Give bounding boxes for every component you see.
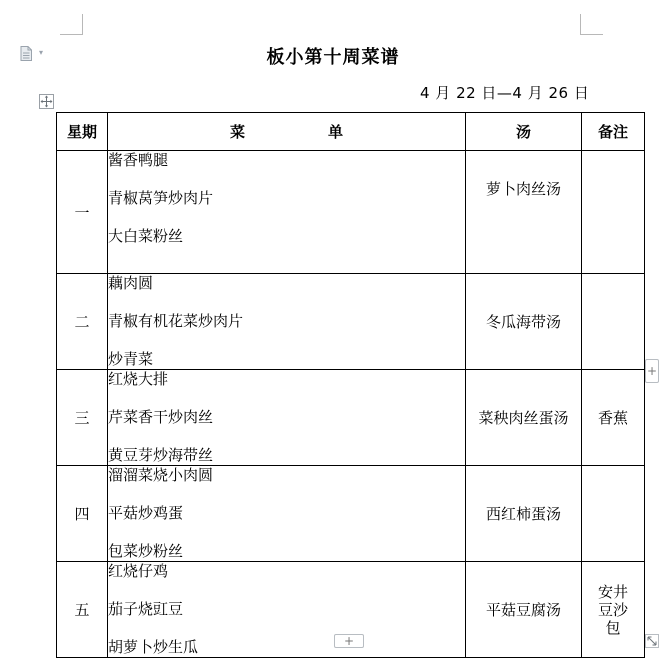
note-cell — [582, 466, 645, 562]
soup-cell: 西红柿蛋汤 — [466, 466, 582, 562]
add-column-button[interactable]: + — [645, 359, 659, 383]
dish-item: 胡萝卜炒生瓜 — [108, 638, 199, 656]
soup-cell: 菜秧肉丝蛋汤 — [466, 370, 582, 466]
note-cell: 香蕉 — [582, 370, 645, 466]
table-row — [57, 274, 645, 370]
dish-item: 红烧大排 — [108, 370, 169, 388]
dish-item: 青椒莴笋炒肉片 — [108, 189, 214, 207]
table-move-handle-icon[interactable] — [39, 94, 54, 109]
note-cell — [582, 274, 645, 370]
header-dishes-label: 菜 单 — [229, 123, 377, 141]
dish-item: 黄豆芽炒海带丝 — [108, 446, 214, 464]
dishes-cell[interactable] — [108, 274, 466, 370]
dish-item: 炒青菜 — [108, 350, 154, 368]
table-resize-handle-icon[interactable] — [645, 634, 659, 648]
soup-cell: 平菇豆腐汤 — [466, 562, 582, 658]
dish-item: 酱香鸭腿 — [108, 151, 169, 169]
table-row — [57, 466, 645, 562]
weekday-cell: 二 — [57, 274, 108, 370]
weekday-cell: 一 — [57, 151, 108, 274]
document-menu-chevron-down-icon[interactable]: ▾ — [39, 48, 44, 57]
document-title: 板小第十周菜谱 — [266, 47, 400, 68]
dishes-cell[interactable] — [108, 562, 466, 658]
table-header-row — [57, 113, 645, 151]
dishes-cell[interactable] — [108, 151, 466, 274]
note-cell — [582, 151, 645, 274]
date-range: 4 月 22 日—4 月 26 日 — [420, 84, 590, 102]
menu-table — [56, 112, 645, 658]
table-row — [57, 151, 645, 274]
header-soup: 汤 — [466, 113, 582, 151]
weekday-cell: 五 — [57, 562, 108, 658]
dishes-cell[interactable] — [108, 466, 466, 562]
dishes-cell[interactable] — [108, 370, 466, 466]
header-note: 备注 — [582, 113, 645, 151]
dish-item: 包菜炒粉丝 — [108, 542, 184, 560]
weekday-cell: 四 — [57, 466, 108, 562]
header-dishes — [108, 113, 466, 151]
dish-item: 平菇炒鸡蛋 — [108, 504, 184, 522]
soup-cell: 萝卜肉丝汤 — [466, 151, 582, 274]
dish-item: 芹菜香干炒肉丝 — [108, 408, 214, 426]
dish-item: 大白菜粉丝 — [108, 227, 184, 245]
note-cell — [582, 562, 645, 658]
page-corner-mark-top-right — [580, 14, 603, 35]
dish-item: 溜溜菜烧小肉圆 — [108, 466, 214, 484]
dish-item: 茄子烧豇豆 — [108, 600, 184, 618]
table-row — [57, 370, 645, 466]
page-corner-mark-top-left — [60, 14, 83, 35]
dish-item: 红烧仔鸡 — [108, 562, 169, 580]
dish-item: 青椒有机花菜炒肉片 — [108, 312, 244, 330]
note-text: 安井豆沙包 — [597, 582, 628, 637]
header-weekday: 星期 — [57, 113, 108, 151]
soup-cell: 冬瓜海带汤 — [466, 274, 582, 370]
add-row-button[interactable]: + — [334, 634, 364, 648]
dish-item: 藕肉圆 — [108, 274, 154, 292]
weekday-cell: 三 — [57, 370, 108, 466]
